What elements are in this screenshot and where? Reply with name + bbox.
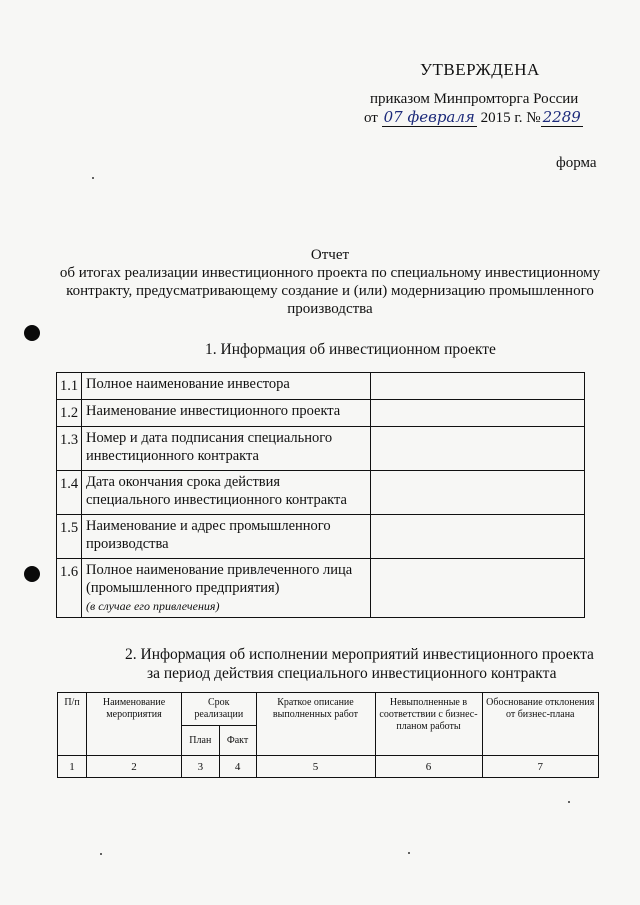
column-number: 1 [58,756,87,778]
table-row [57,427,585,471]
handwritten-order-number: 2289 [542,108,581,126]
scan-speck [92,177,94,179]
order-date-line [364,108,583,127]
header-fact: Факт [219,726,256,756]
scan-speck [100,853,102,855]
value-cell[interactable] [371,400,585,427]
column-number: 4 [219,756,256,778]
row-number: 1.3 [57,427,82,471]
year-text: 2015 г. № [480,110,541,126]
punch-hole [24,566,40,582]
section1-title: 1. Информация об инвестиционном проекте [205,341,496,358]
investment-project-info-table [56,372,585,618]
header-unfulfilled: Невыполненные в соответствии с бизнес-планом работы [375,693,482,756]
header-pp: П/п [58,693,87,756]
form-label: форма [556,155,597,171]
header-plan: План [182,726,220,756]
header-description: Краткое описание выполненных работ [256,693,375,756]
value-cell[interactable] [371,559,585,618]
column-number: 5 [256,756,375,778]
table-row [58,756,599,778]
row-number: 1.1 [57,373,82,400]
report-heading [50,246,610,318]
measures-execution-table [57,692,599,778]
scan-speck [568,801,570,803]
column-number: 7 [482,756,599,778]
header-term: Срок реализации [182,693,257,726]
header-name: Наименование мероприятия [87,693,182,756]
report-subtitle-line3: производства [287,301,373,317]
row-label [82,559,371,618]
order-reference: приказом Минпромторга России [370,91,579,107]
column-number: 3 [182,756,220,778]
row-label-text: Полное наименование привлеченного лица (промышленного предприятия) [86,562,353,596]
row-number: 1.2 [57,400,82,427]
value-cell[interactable] [371,515,585,559]
punch-hole [24,325,40,341]
column-number: 6 [375,756,482,778]
row-note: (в случае его привлечения) [86,599,220,613]
table-row [57,400,585,427]
value-cell[interactable] [371,471,585,515]
row-number: 1.5 [57,515,82,559]
column-number: 2 [87,756,182,778]
table-row [57,515,585,559]
value-cell[interactable] [371,373,585,400]
table-row [57,471,585,515]
scan-speck [408,852,410,854]
table-row [57,373,585,400]
section2-title [125,645,594,683]
table-row [57,559,585,618]
from-prefix: от [364,110,378,126]
report-subtitle-line1: об итогах реализации инвестиционного проекта по специальному инвестиционному [59,265,601,281]
row-label: Дата окончания срока действия специального инвестиционного контракта [82,471,371,515]
row-label: Номер и дата подписания специального инвестиционного контракта [82,427,371,471]
approved-title: УТВЕРЖДЕНА [420,60,540,79]
section2-title-line1: 2. Информация об исполнении мероприятий инвестиционного проекта [125,646,594,663]
report-subtitle-line2: контракту, предусматривающему создание и (или) модернизацию промышленного [66,283,594,299]
header-justification: Обоснование отклонения от бизнес-плана [482,693,599,756]
value-cell[interactable] [371,427,585,471]
handwritten-date: 07 февраля [383,108,475,126]
row-label: Наименование и адрес промышленного производства [82,515,371,559]
row-label: Наименование инвестиционного проекта [82,400,371,427]
row-number: 1.6 [57,559,82,618]
report-title: Отчет [310,247,350,263]
row-label: Полное наименование инвестора [82,373,371,400]
section2-title-line2: за период действия специального инвестиционного контракта [147,665,557,682]
row-number: 1.4 [57,471,82,515]
